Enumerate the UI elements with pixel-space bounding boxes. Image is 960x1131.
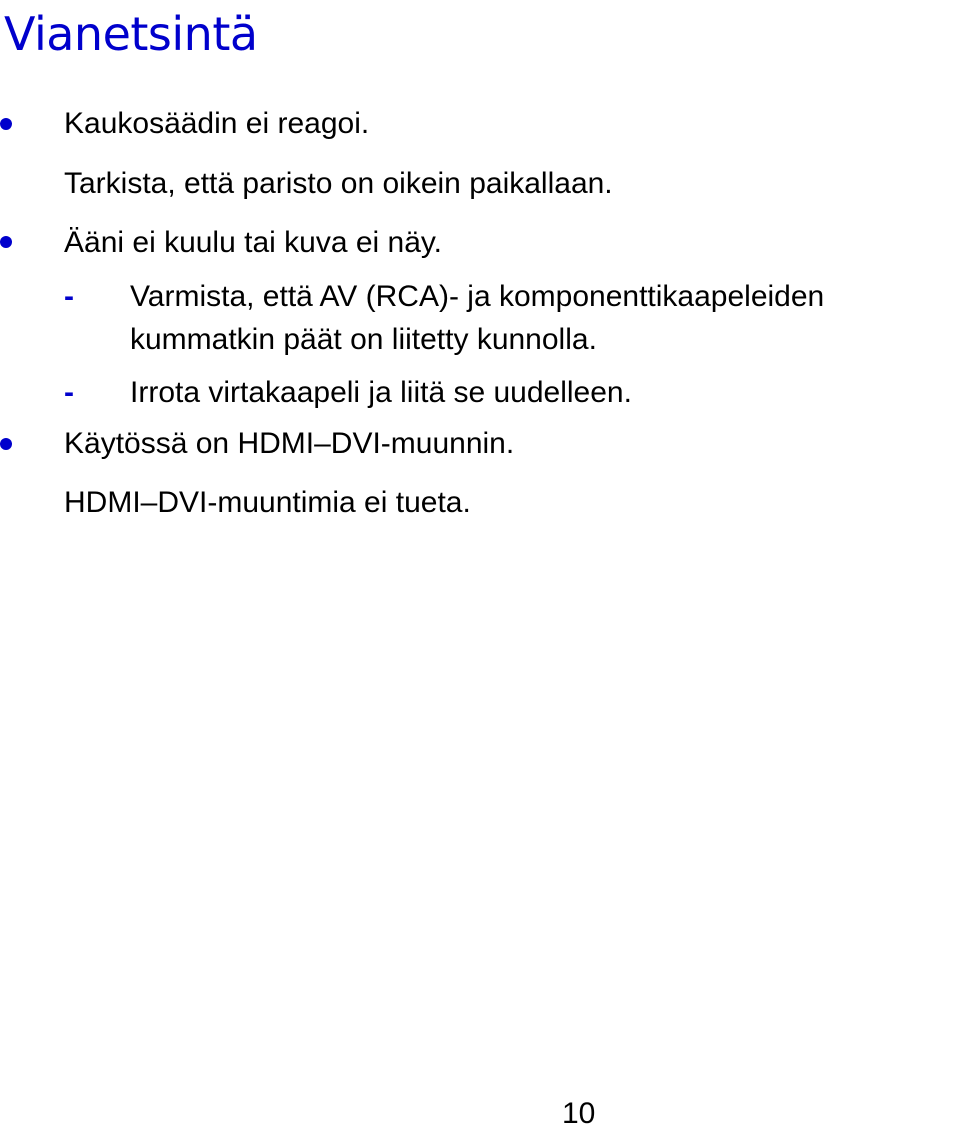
page-number: 10: [562, 1097, 596, 1130]
troubleshoot-issue-remote: Kaukosäädin ei reagoi.: [64, 107, 370, 140]
troubleshoot-issue-hdmi-dvi: Käytössä on HDMI–DVI-muunnin.: [64, 427, 515, 460]
troubleshoot-issue-no-sound-picture: Ääni ei kuulu tai kuva ei näy.: [64, 226, 443, 259]
dash-marker: -: [64, 280, 74, 313]
troubleshoot-solution-hdmi-dvi: HDMI–DVI-muuntimia ei tueta.: [64, 486, 471, 519]
troubleshoot-solution-cables-line-2: kummatkin päät on liitetty kunnolla.: [130, 323, 597, 356]
page-title: Vianetsintä: [4, 7, 258, 61]
troubleshoot-solution-battery: Tarkista, että paristo on oikein paikallaan.: [64, 167, 613, 200]
bullet-icon: [0, 438, 12, 450]
troubleshoot-solution-cables-line-1: Varmista, että AV (RCA)- ja komponenttikaapeleiden: [130, 280, 825, 313]
bullet-icon: [0, 118, 12, 130]
troubleshoot-solution-power-cable: Irrota virtakaapeli ja liitä se uudelleen.: [130, 376, 632, 409]
bullet-icon: [0, 236, 12, 248]
dash-marker: -: [64, 376, 74, 409]
